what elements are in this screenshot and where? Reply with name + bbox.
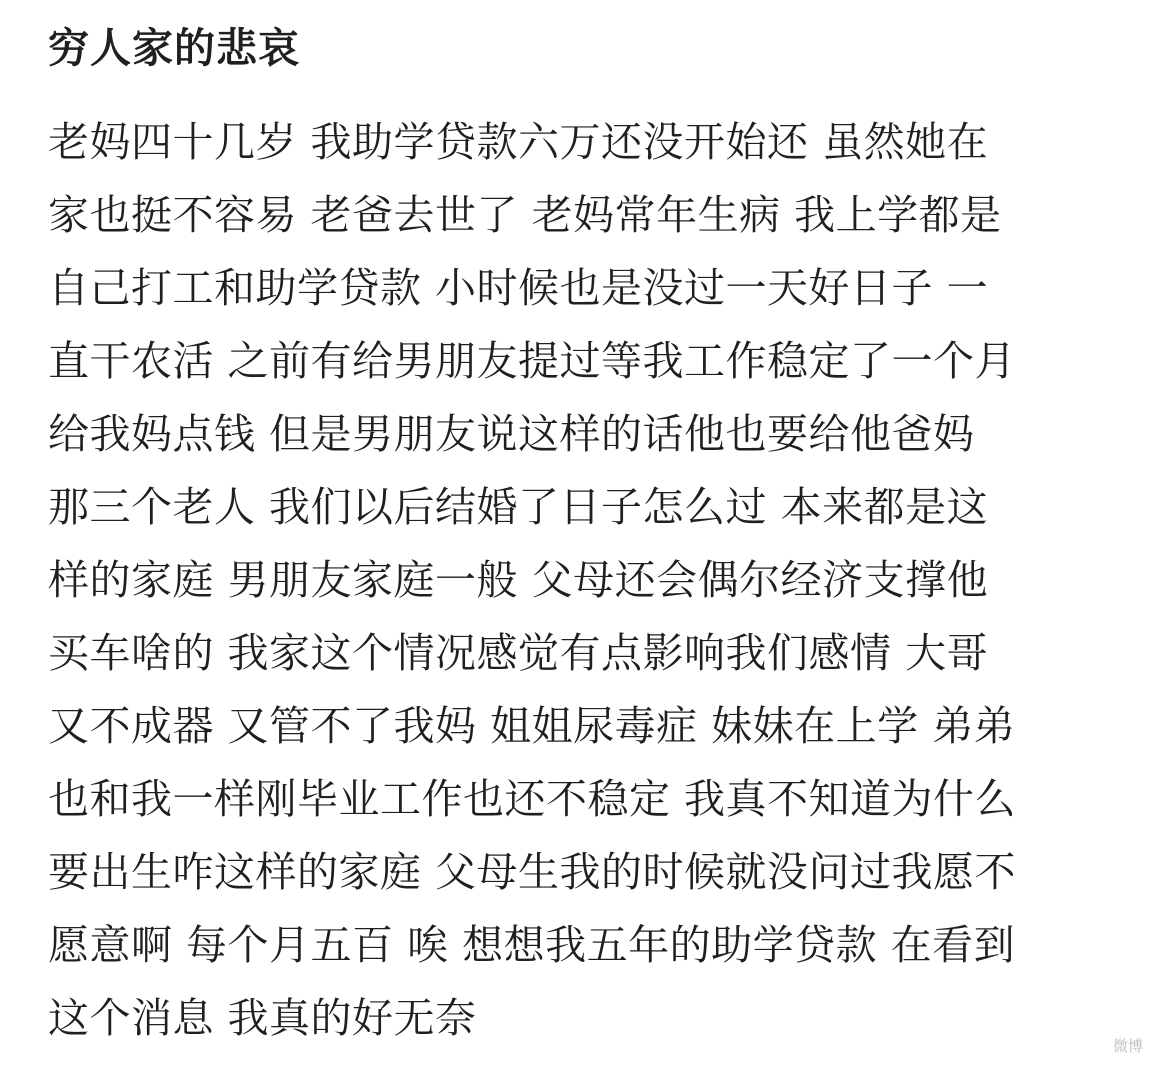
post-title: 穷人家的悲哀: [48, 24, 300, 72]
post-body-line: 也和我一样刚毕业工作也还不稳定 我真不知道为什么: [48, 775, 1017, 823]
post-body-line: 这个消息 我真的好无奈: [48, 994, 477, 1042]
post-body-line: 又不成器 又管不了我妈 姐姐尿毒症 妹妹在上学 弟弟: [48, 702, 1016, 750]
post-body-line: 愿意啊 每个月五百 唉 想想我五年的助学贷款 在看到: [48, 921, 1016, 969]
post-body-line: 给我妈点钱 但是男朋友说这样的话他也要给他爸妈: [48, 410, 975, 458]
post-body-line: 买车啥的 我家这个情况感觉有点影响我们感情 大哥: [48, 629, 989, 677]
post-body-line: 样的家庭 男朋友家庭一般 父母还会偶尔经济支撑他: [48, 556, 989, 604]
post-body-line: 直干农活 之前有给男朋友提过等我工作稳定了一个月: [48, 337, 1017, 385]
post-body-line: 要出生咋这样的家庭 父母生我的时候就没问过我愿不: [48, 848, 1017, 896]
post-body-line: 那三个老人 我们以后结婚了日子怎么过 本来都是这: [48, 483, 989, 531]
post-body: [48, 106, 1128, 1055]
post-body-line: 家也挺不容易 老爸去世了 老妈常年生病 我上学都是: [48, 191, 1002, 239]
post-body-line: 老妈四十几岁 我助学贷款六万还没开始还 虽然她在: [48, 118, 989, 166]
post-body-line: 自己打工和助学贷款 小时候也是没过一天好日子 一: [48, 264, 989, 312]
post-container: [48, 16, 1128, 1055]
watermark: 微博: [1112, 1037, 1143, 1055]
